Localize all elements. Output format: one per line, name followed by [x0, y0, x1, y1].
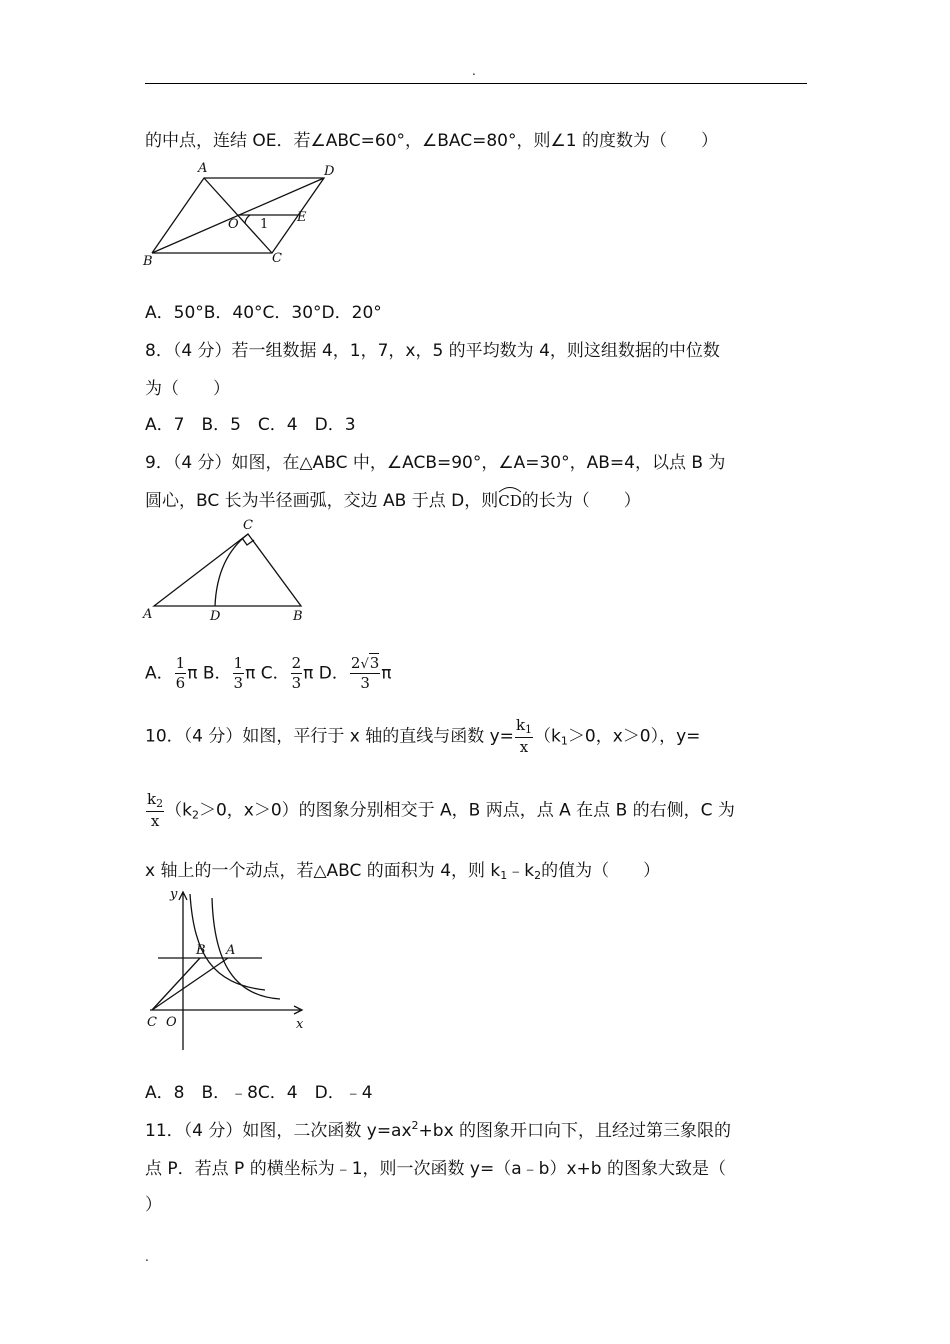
q9-choice-b-fraction [233, 656, 245, 691]
q9-choice-d-pi: π [381, 663, 392, 684]
q9-choice-a-denominator: 6 [175, 674, 186, 692]
q10-line2-pre: （k [165, 800, 192, 821]
q9-label-b: B [293, 609, 303, 624]
q10-line3-sub2: 2 [534, 869, 542, 882]
q7-angle-mark [245, 215, 250, 223]
q10-label-x: x [296, 1017, 304, 1032]
q10-f2-denominator: x [150, 812, 160, 830]
q9-choice-b-denominator: 3 [233, 674, 244, 692]
q7-label-a: A [198, 161, 208, 176]
q10-text-line3 [145, 856, 660, 882]
q9-choice-a-fraction [175, 656, 187, 691]
q9-choice-a-pi: π [187, 663, 198, 684]
header-rule [145, 83, 807, 84]
q11-line1-pre: 11．（4 分）如图，二次函数 y=ax [145, 1121, 412, 1141]
q10-f2-numerator [146, 792, 164, 812]
q9-arc-mark [498, 485, 522, 493]
q10-text-line1 [145, 718, 700, 755]
q10-label-o: O [166, 1015, 177, 1030]
q9-choice-d-label: D． [318, 663, 349, 684]
q9-arc-cd-figure [215, 534, 248, 606]
q9-choice-c-numerator: 2 [291, 654, 302, 672]
q9-choice-d-radicand: 3 [369, 654, 380, 672]
q9-label-a: A [143, 607, 153, 622]
q10-line1-post: ＞0，x＞0），y= [567, 726, 701, 747]
q10-f2-sub: 2 [156, 797, 164, 810]
q9-arc-cd [498, 489, 522, 510]
q10-line1-pre: 10．（4 分）如图，平行于 x 轴的直线与函数 y= [145, 726, 514, 747]
q9-triangle-abc [154, 534, 301, 606]
q9-choice-a-label: A． [145, 663, 174, 684]
q9-choice-d-root-icon: √ [360, 657, 369, 672]
q11-text-line2: 点 P．若点 P 的横坐标为﹣1，则一次函数 y=（a﹣b）x+b 的图象大致是（ [145, 1159, 726, 1179]
q10-label-c: C [147, 1015, 157, 1030]
q9-arc-label: CD [498, 492, 522, 510]
q9-choice-b-pi: π [245, 663, 256, 684]
q9-choice-a-numerator: 1 [175, 654, 186, 672]
header-dot: . [472, 64, 476, 78]
q9-text-line1: 9．（4 分）如图，在△ABC 中，∠ACB=90°，∠A=30°，AB=4，以点 B 为 [145, 453, 726, 473]
q10-cond-sub2: 2 [191, 808, 199, 822]
q10-line3-mid: ﹣k [507, 861, 535, 881]
q7-label-c: C [272, 251, 282, 266]
q10-line3-post: 的值为（ ） [541, 861, 661, 881]
q11-text-line1 [145, 1116, 731, 1141]
q8-text-line2: 为（ ） [145, 379, 230, 399]
q10-label-y: y [170, 887, 178, 902]
q10-cond-sub1: 1 [560, 734, 568, 748]
q10-line3-pre: x 轴上的一个动点，若△ABC 的面积为 4，则 k [145, 861, 501, 881]
q8-text-line1: 8．（4 分）若一组数据 4，1，7，x，5 的平均数为 4，则这组数据的中位数 [145, 341, 720, 361]
q10-text-line2 [145, 792, 735, 829]
q9-choices [145, 656, 392, 691]
q7-label-e: E [297, 210, 307, 225]
q10-fraction-k2-over-x [146, 792, 164, 829]
q10-f1-k: k [515, 716, 526, 734]
q9-choice-d-denominator: 3 [360, 674, 370, 692]
q9-choice-b-label: B． [202, 663, 232, 684]
q10-f1-denominator: x [519, 738, 529, 756]
q8-choices: A．7 B．5 C．4 D．3 [145, 415, 356, 435]
q7-figure-parallelogram [140, 158, 350, 270]
q11-line1-post: +bx 的图象开口向下，且经过第三象限的 [418, 1121, 732, 1141]
footer-dot: . [145, 1250, 149, 1264]
q10-segment-ca [152, 958, 228, 1010]
q9-text-line2 [145, 486, 641, 511]
q9-choice-d-fraction [350, 656, 380, 691]
q10-figure-hyperbolas [140, 884, 315, 1054]
q10-label-b: B [196, 943, 206, 958]
q10-fraction-k1-over-x [515, 718, 533, 755]
q7-label-o: O [228, 217, 239, 232]
q7-label-b: B [143, 254, 153, 269]
q7-choices: A．50°B．40°C．30°D．20° [145, 303, 382, 323]
q9-choice-d-numerator [350, 656, 380, 674]
q10-choices: A．8 B．﹣8C．4 D．﹣4 [145, 1083, 373, 1103]
q11-line1-sup: 2 [411, 1119, 419, 1132]
q10-label-a: A [226, 943, 236, 958]
q9-choice-c-denominator: 3 [291, 674, 302, 692]
q10-f2-k: k [147, 790, 157, 808]
q9-choice-c-pi: π [303, 663, 314, 684]
q9-label-c: C [243, 518, 253, 533]
q9-choice-b-numerator: 1 [233, 654, 244, 672]
q10-line2-post: ＞0，x＞0）的图象分别相交于 A，B 两点，点 A 在点 B 的右侧，C 为 [198, 800, 735, 821]
q10-f1-sub: 1 [525, 723, 533, 736]
q11-text-line3: ） [145, 1195, 162, 1215]
q10-line1-mid: （k [534, 726, 561, 747]
q9-figure-triangle [140, 514, 315, 626]
q9-choice-d-coef: 2 [350, 654, 361, 672]
q10-curve-k2 [212, 898, 280, 999]
q7-text: 的中点，连结 OE．若∠ABC=60°，∠BAC=80°，则∠1 的度数为（ ） [145, 131, 718, 151]
q9-text-line2-post: 的长为（ ） [521, 491, 641, 511]
q10-f1-numerator [515, 718, 533, 738]
q10-line3-sub1: 1 [500, 869, 508, 882]
q7-label-d: D [324, 164, 335, 179]
q9-choice-c-fraction [291, 656, 303, 691]
q9-label-d: D [210, 609, 221, 624]
q10-segment-cb [152, 958, 200, 1010]
q9-choice-c-label: C． [260, 663, 290, 684]
q9-text-line2-pre: 圆心，BC 长为半径画弧，交边 AB 于点 D，则 [145, 491, 499, 511]
q7-label-angle-1: 1 [260, 217, 269, 232]
